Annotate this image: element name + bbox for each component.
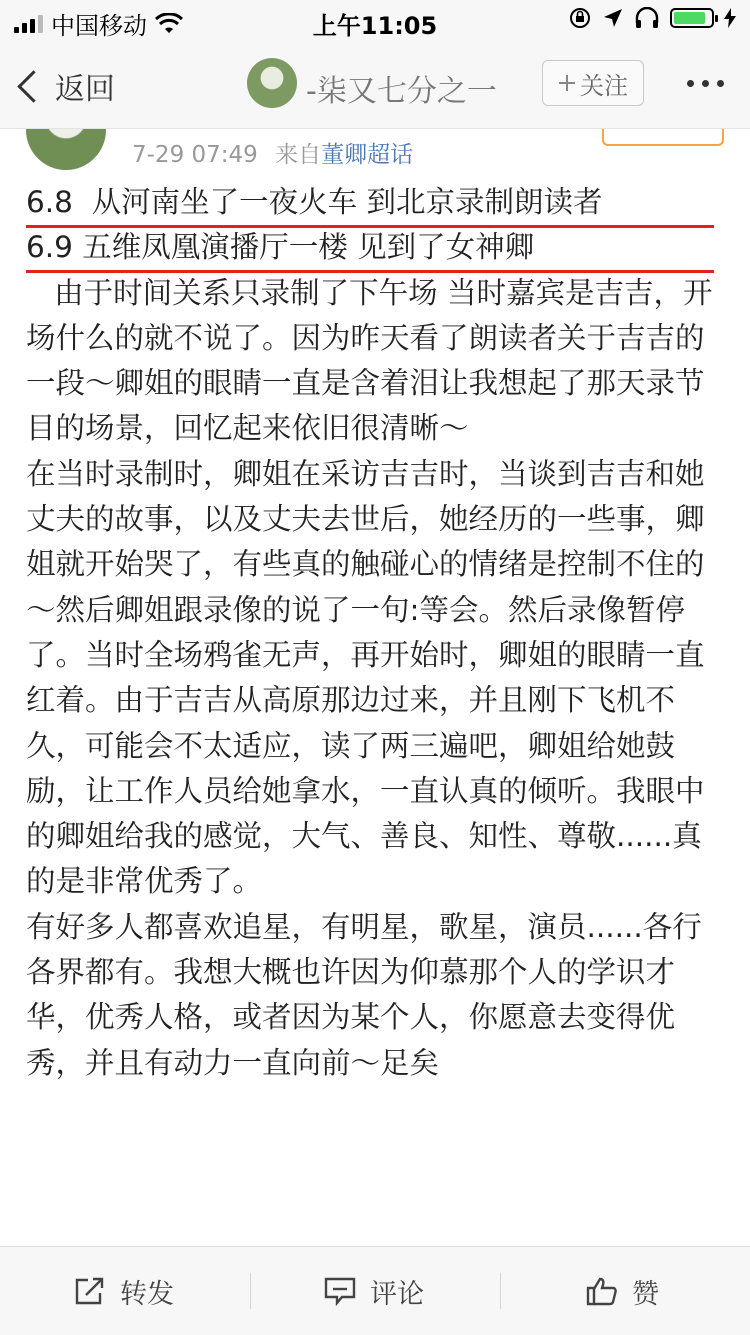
status-bar — [0, 0, 750, 40]
post-date: 7-29 07:49 — [132, 142, 258, 168]
charging-icon — [724, 8, 736, 28]
post-meta — [132, 136, 413, 169]
location-icon — [602, 7, 624, 29]
back-label: 返回 — [55, 72, 115, 107]
divider — [250, 1273, 251, 1309]
battery-icon — [670, 8, 714, 28]
follow-button[interactable] — [542, 60, 644, 106]
nav-user-name[interactable]: -柒又七分之一 — [306, 74, 497, 109]
source-link[interactable]: 董卿超话 — [321, 142, 414, 168]
source-prefix: 来自 — [275, 142, 322, 168]
repost-label: 转发 — [120, 1278, 174, 1310]
headphones-icon — [634, 7, 660, 29]
paragraph-3: 有好多人都喜欢追星，有明星，歌星，演员......各行各界都有。我想大概也许因为仰慕那个人的学识才华，优秀人格，或者因为某个人，你愿意去变得优秀，并且有动力一直向前～足矣 — [26, 909, 702, 1080]
comment-button[interactable] — [324, 1247, 424, 1335]
highlight-line-2: 6.9 五维凤凰演播厅一楼 见到了女神卿 — [26, 230, 535, 265]
like-label: 赞 — [632, 1278, 659, 1310]
ellipsis-icon[interactable] — [687, 80, 724, 87]
battery-fill — [674, 12, 705, 24]
status-right — [568, 6, 736, 30]
plus-icon — [558, 74, 576, 92]
chevron-left-icon — [17, 70, 50, 103]
bottom-toolbar — [0, 1246, 750, 1335]
paragraph-1: 由于时间关系只录制了下午场 当时嘉宾是吉吉，开场什么的就不说了。因为昨天看了朗读者关于吉吉的一段～卿姐的眼睛一直是含着泪让我想起了那天录节目的场景，回忆起来依旧很清晰～ — [26, 275, 713, 446]
paragraph-2: 在当时录制时，卿姐在采访吉吉时，当谈到吉吉和她丈夫的故事，以及丈夫去世后，她经历的一些事，卿姐就开始哭了，有些真的触碰心的情绪是控制不住的～然后卿姐跟录像的说了一句:等会。然后录像暂停了。当时全场鸦雀无声，再开始时，卿姐的眼睛一直红着。由于吉吉从高原那边过来，并且刚下飞机不久，可能会不太适应，读了两三遍吧，卿姐给她鼓励，让工作人员给她拿水，一直认真的倾听。我眼中的卿姐给我的感觉，大气、善良、知性、尊敬......真的是非常优秀了。 — [26, 456, 705, 899]
post-content — [26, 180, 726, 1086]
nav-avatar[interactable] — [247, 58, 297, 108]
comment-label: 评论 — [370, 1278, 424, 1310]
thumbs-up-icon — [586, 1276, 618, 1306]
repost-icon — [74, 1276, 106, 1306]
repost-button[interactable] — [74, 1247, 174, 1335]
divider — [500, 1273, 501, 1309]
follow-label: 关注 — [580, 71, 628, 100]
comment-icon — [324, 1276, 356, 1306]
like-button[interactable] — [586, 1247, 659, 1335]
clock: 上午11:05 — [312, 12, 438, 40]
nav-bar — [0, 40, 750, 129]
carrier-label: 中国移动 — [51, 12, 147, 40]
orientation-lock-icon — [568, 6, 592, 30]
red-underline-2 — [26, 270, 714, 273]
highlight-line-1: 6.8 从河南坐了一夜火车 到北京录制朗读者 — [26, 185, 603, 219]
back-button[interactable] — [22, 64, 115, 108]
